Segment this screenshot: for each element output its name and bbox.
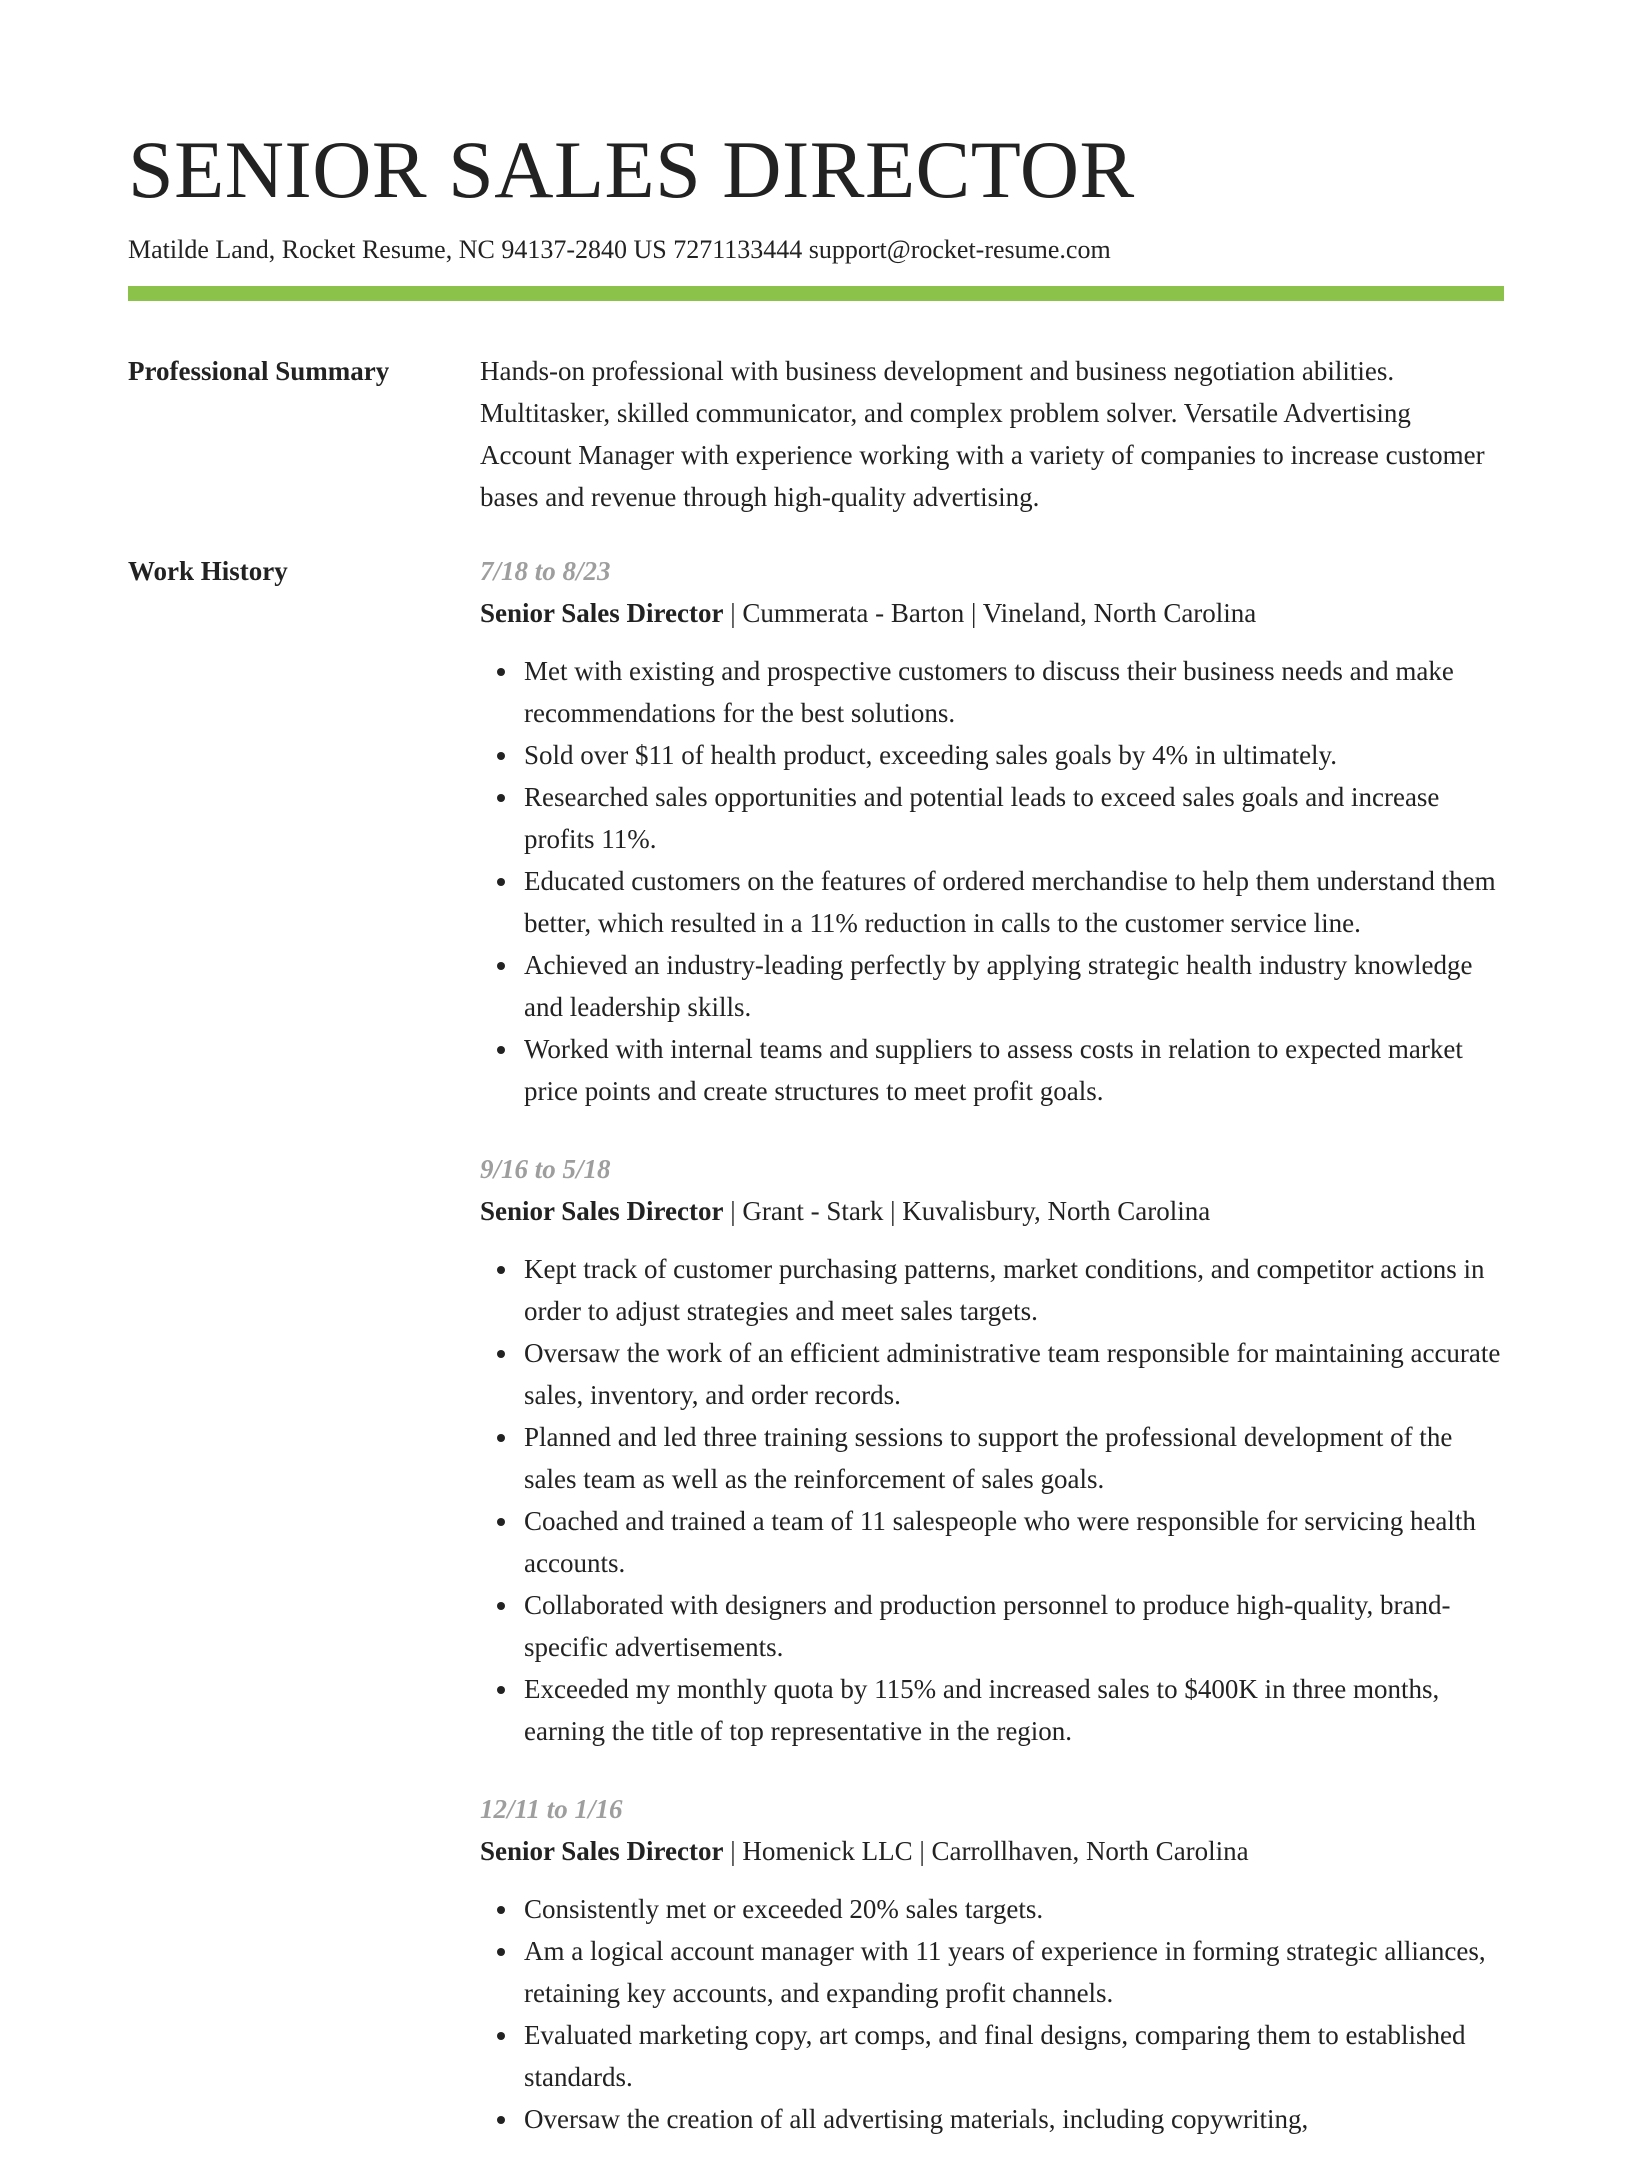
job-bullet: Coached and trained a team of 11 salespeople who were responsible for servicing health accounts. (524, 1500, 1504, 1584)
summary-text: Hands-on professional with business development and business negotiation abilities. Multitasker, skilled communicator, and complex problem solver. Versatile Advertising Account Manager with experience working with a variety of companies to increase customer bases and revenue through high-quality advertising. (480, 356, 1485, 512)
job-bullet: Achieved an industry-leading perfectly by applying strategic health industry knowledge and leadership skills. (524, 944, 1504, 1028)
job-entry (480, 550, 1504, 1112)
contact-phone: 7271133444 (673, 235, 803, 264)
job-dates: 7/18 to 8/23 (480, 556, 611, 586)
job-company-location: | Grant - Stark | Kuvalisbury, North Carolina (723, 1196, 1211, 1226)
job-bullet: Collaborated with designers and production personnel to produce high-quality, brand-specific advertisements. (524, 1584, 1504, 1668)
job-bullet: Planned and led three training sessions to support the professional development of the sales team as well as the reinforcement of sales goals. (524, 1416, 1504, 1500)
job-role: Senior Sales Director (480, 1196, 724, 1226)
job-bullet: Sold over $11 of health product, exceeding sales goals by 4% in ultimately. (524, 734, 1504, 776)
job-bullet: Worked with internal teams and suppliers to assess costs in relation to expected market price points and create structures to meet profit goals. (524, 1028, 1504, 1112)
job-role: Senior Sales Director (480, 1836, 724, 1866)
contact-name: Matilde Land, (128, 235, 276, 264)
job-company-location: | Cummerata - Barton | Vineland, North Carolina (723, 598, 1257, 628)
contact-email: support@rocket-resume.com (808, 235, 1111, 264)
job-bullet: Researched sales opportunities and potential leads to exceed sales goals and increase profits 11%. (524, 776, 1504, 860)
job-bullet: Met with existing and prospective customers to discuss their business needs and make recommendations for the best solutions. (524, 650, 1504, 734)
job-title-line (480, 592, 1504, 634)
job-company-location: | Homenick LLC | Carrollhaven, North Carolina (723, 1836, 1249, 1866)
job-dates: 9/16 to 5/18 (480, 1154, 611, 1184)
job-title-line (480, 1830, 1504, 1872)
job-bullet: Consistently met or exceeded 20% sales targets. (524, 1888, 1504, 1930)
job-dates: 12/11 to 1/16 (480, 1794, 623, 1824)
work-history-section (128, 550, 1504, 2134)
summary-body (480, 350, 1504, 518)
job-bullet: Evaluated marketing copy, art comps, and final designs, comparing them to established standards. (524, 2014, 1504, 2098)
job-bullet-list (480, 1888, 1504, 2140)
job-bullet: Kept track of customer purchasing patterns, market conditions, and competitor actions in order to adjust strategies and meet sales targets. (524, 1248, 1504, 1332)
job-bullet: Oversaw the work of an efficient administrative team responsible for maintaining accurate sales, inventory, and order records. (524, 1332, 1504, 1416)
job-entry (480, 1788, 1504, 2140)
job-bullet: Oversaw the creation of all advertising materials, including copywriting, (524, 2098, 1504, 2140)
job-entry (480, 1148, 1504, 1752)
job-bullet-list (480, 650, 1504, 1112)
job-role: Senior Sales Director (480, 598, 724, 628)
contact-line (128, 234, 1504, 266)
contact-address: Rocket Resume, NC 94137-2840 US (281, 235, 667, 264)
summary-heading: Professional Summary (128, 356, 390, 386)
work-history-heading: Work History (128, 556, 288, 586)
job-bullet: Educated customers on the features of ordered merchandise to help them understand them better, which resulted in a 11% reduction in calls to the customer service line. (524, 860, 1504, 944)
work-history-body (480, 550, 1504, 2176)
resume-title: SENIOR SALES DIRECTOR (128, 124, 1135, 215)
job-bullet-list (480, 1248, 1504, 1752)
summary-section (128, 350, 1504, 520)
job-bullet: Am a logical account manager with 11 years of experience in forming strategic alliances, retaining key accounts, and expanding profit channels. (524, 1930, 1504, 2014)
header-divider (128, 286, 1504, 301)
job-title-line (480, 1190, 1504, 1232)
job-bullet: Exceeded my monthly quota by 115% and increased sales to $400K in three months, earning the title of top representative in the region. (524, 1668, 1504, 1752)
resume-header (128, 122, 1504, 266)
